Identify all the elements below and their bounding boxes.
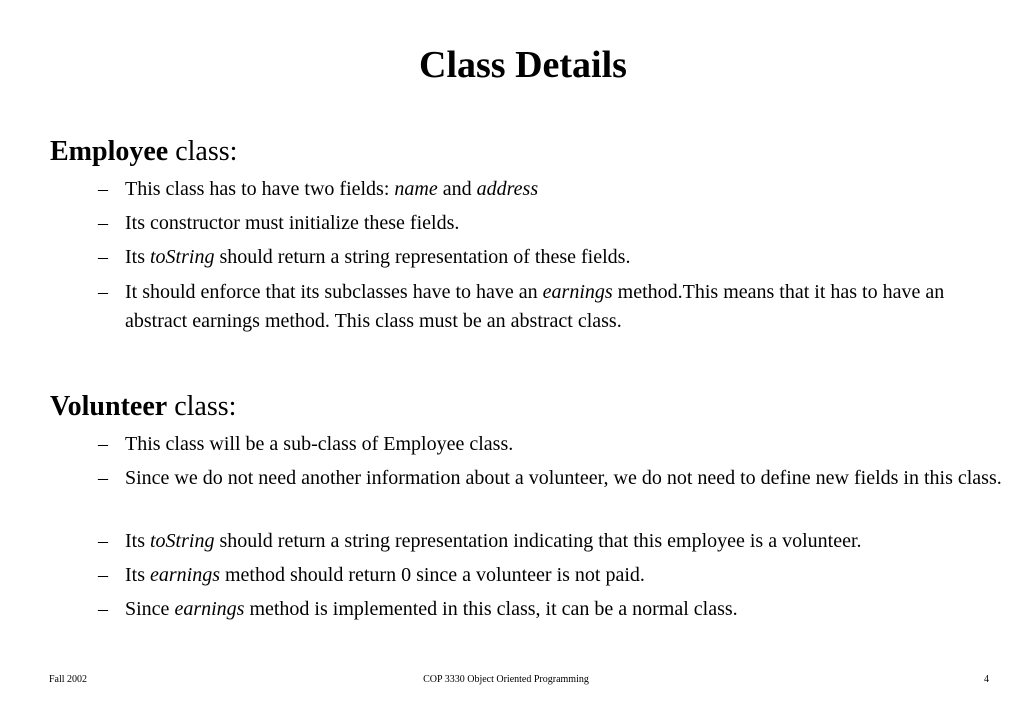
bullet-item	[98, 430, 1003, 459]
bullet-text: This class will be a sub-class of Employee class.	[125, 433, 514, 455]
footer-course: COP 3330 Object Oriented Programming	[423, 674, 589, 685]
bullet-text: Its toString should return a string representation of these fields.	[125, 246, 631, 268]
bullet-text: Its constructor must initialize these fields.	[125, 212, 460, 234]
bullet-dash: –	[98, 433, 108, 455]
section-heading-suffix: class:	[168, 136, 238, 167]
bullet-dash: –	[98, 530, 108, 552]
bullet-dash: –	[98, 598, 108, 620]
section-heading-employee	[50, 135, 237, 169]
bullet-text: Since we do not need another information about a volunteer, we do not need to define new fields in this class.	[125, 467, 1002, 489]
section-heading-volunteer	[50, 390, 236, 424]
bullet-item	[98, 175, 1003, 204]
section-heading-class-name: Volunteer	[50, 391, 168, 422]
section-heading-suffix: class:	[167, 391, 237, 422]
bullet-dash: –	[98, 467, 108, 489]
bullet-item	[98, 209, 1003, 238]
section-heading-class-name: Employee	[50, 136, 169, 167]
bullet-dash: –	[98, 246, 108, 268]
bullet-text: Its earnings method should return 0 since a volunteer is not paid.	[125, 564, 645, 586]
bullet-text: Since earnings method is implemented in this class, it can be a normal class.	[125, 598, 738, 620]
footer-page-number: 4	[984, 674, 989, 685]
bullet-item	[98, 243, 1003, 272]
footer-date: Fall 2002	[49, 674, 88, 685]
bullet-dash: –	[98, 281, 108, 303]
bullet-item	[98, 278, 1003, 336]
bullet-item	[98, 527, 1003, 556]
bullet-text: It should enforce that its subclasses have to have an earnings method.This means that it has to have an abstract earnings method. This class must be an abstract class.	[125, 281, 945, 332]
bullet-dash: –	[98, 212, 108, 234]
bullet-text: Its toString should return a string representation indicating that this employee is a volunteer.	[125, 530, 862, 552]
bullet-dash: –	[98, 564, 108, 586]
bullet-text: This class has to have two fields: name and address	[125, 178, 539, 200]
bullet-item	[98, 561, 1003, 590]
bullet-item	[98, 595, 1003, 624]
bullet-dash: –	[98, 178, 108, 200]
slide-title: Class Details	[419, 44, 627, 86]
bullet-item	[98, 464, 1003, 493]
